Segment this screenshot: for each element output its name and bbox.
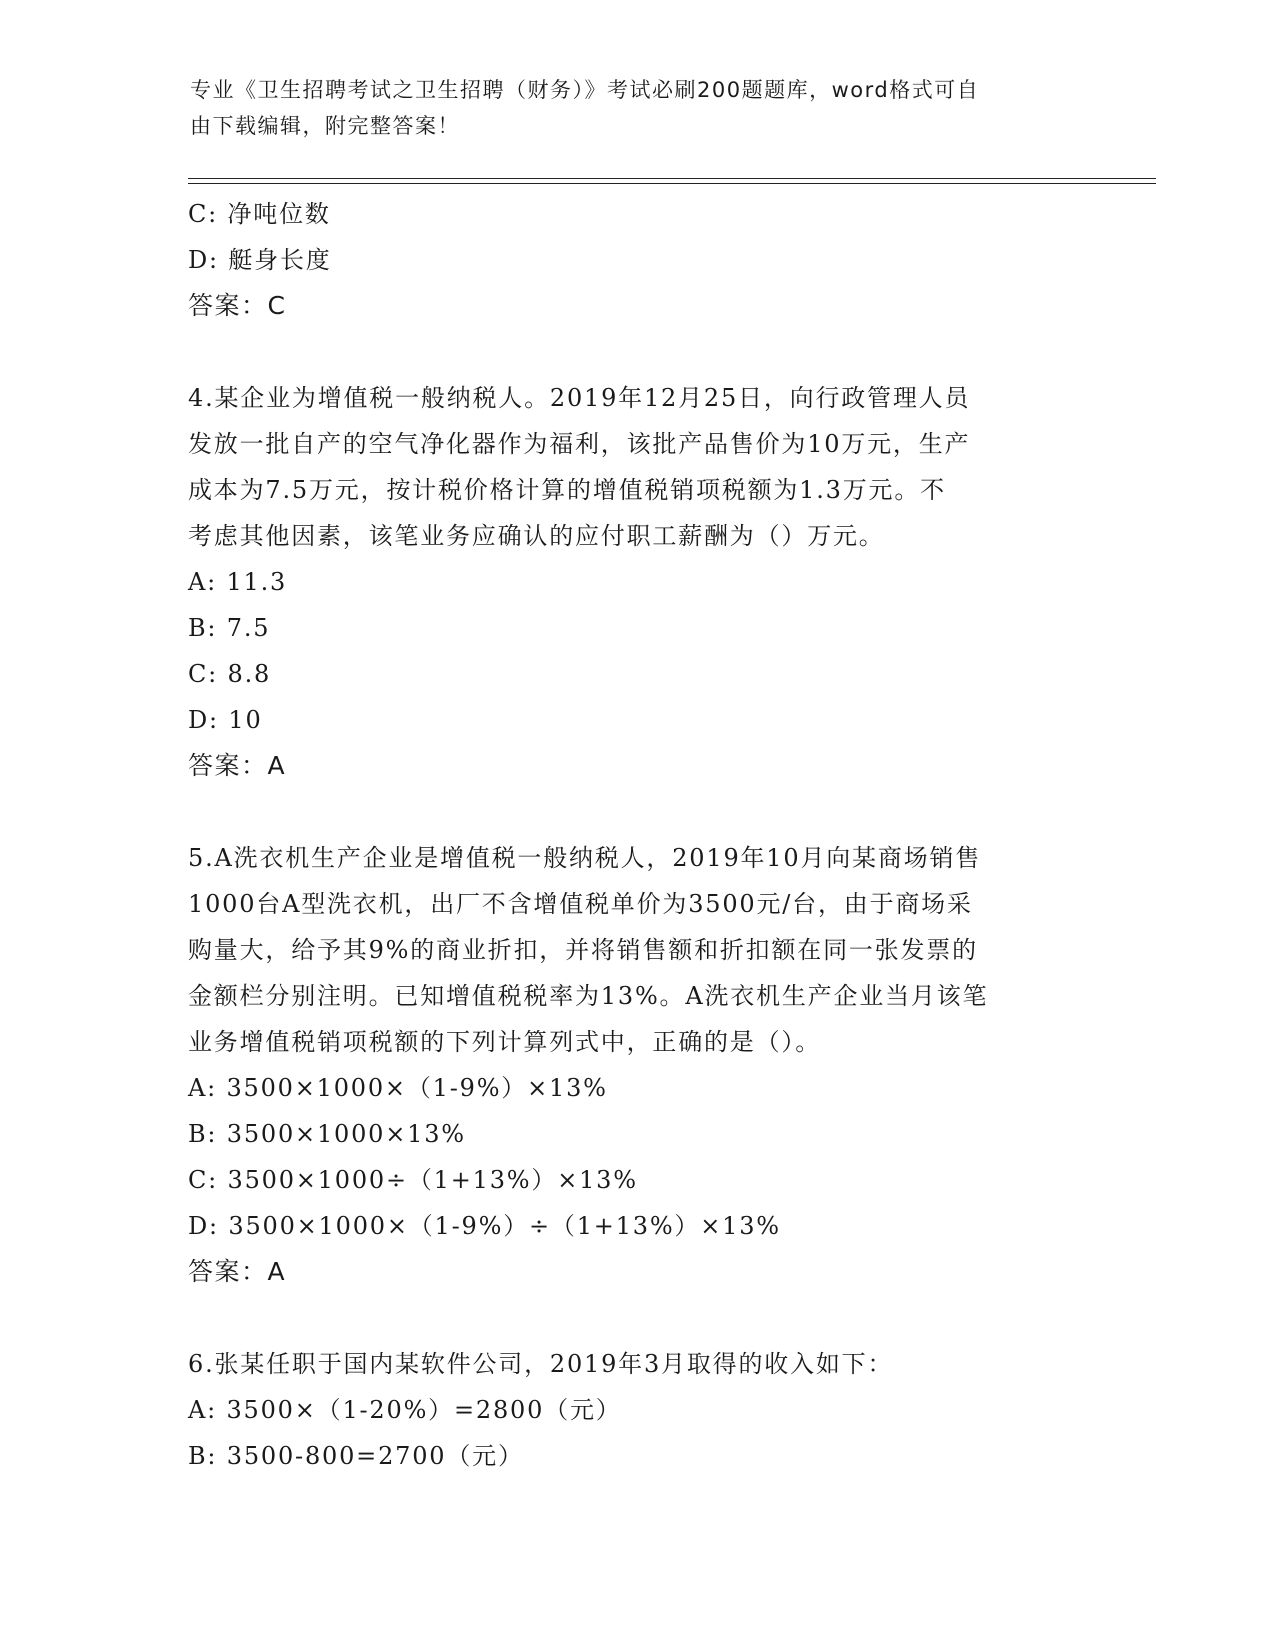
question-text-line: 金额栏分别注明。已知增值税税率为13%。A洗衣机生产企业当月该笔 <box>188 982 989 1010</box>
spacer <box>188 789 1088 835</box>
option-c <box>188 191 1088 237</box>
question-text-line: 4.某企业为增值税一般纳税人。2019年12月25日，向行政管理人员 <box>188 384 971 412</box>
answer: 答案：A <box>188 751 287 780</box>
header-line-1: 专业《卫生招聘考试之卫生招聘（财务）》考试必刷200题题库，word格式可自 <box>190 78 980 102</box>
question-text-line: 1000台A型洗衣机，出厂不含增值税单价为3500元/台，由于商场采 <box>188 890 973 918</box>
option-d <box>188 697 1088 743</box>
option-text: 3500-800=2700（元） <box>226 1442 524 1470</box>
option-d <box>188 237 1088 283</box>
option-text: 7.5 <box>226 614 271 642</box>
question-text-line: 考虑其他因素，该笔业务应确认的应付职工薪酬为（）万元。 <box>188 522 885 550</box>
answer: 答案：C <box>188 291 287 320</box>
option-label: B: <box>188 1442 218 1470</box>
option-b <box>188 1111 1088 1157</box>
option-label: B: <box>188 1120 218 1148</box>
option-label: C: <box>188 200 219 228</box>
option-text: 净吨位数 <box>227 200 331 228</box>
question-list <box>188 191 1088 1479</box>
answer: 答案：A <box>188 1257 287 1286</box>
option-label: A: <box>188 1396 218 1424</box>
question-text-line: 6.张某任职于国内某软件公司，2019年3月取得的收入如下： <box>188 1350 894 1378</box>
question-3 <box>188 191 1088 329</box>
option-label: A: <box>188 568 218 596</box>
option-text: 11.3 <box>226 568 288 596</box>
option-b <box>188 605 1088 651</box>
option-a <box>188 559 1088 605</box>
option-text: 3500×1000÷（1+13%）×13% <box>227 1166 638 1194</box>
option-label: D: <box>188 246 219 274</box>
option-text: 8.8 <box>227 660 272 688</box>
question-5 <box>188 835 1088 1295</box>
spacer <box>188 1295 1088 1341</box>
question-text-line: 5.A洗衣机生产企业是增值税一般纳税人，2019年10月向某商场销售 <box>188 844 982 872</box>
spacer <box>188 329 1088 375</box>
question-text-line: 发放一批自产的空气净化器作为福利，该批产品售价为10万元，生产 <box>188 430 971 458</box>
option-label: D: <box>188 706 219 734</box>
option-label: B: <box>188 614 218 642</box>
option-text: 3500×1000×（1-9%）×13% <box>226 1074 608 1102</box>
page-header <box>190 72 1090 144</box>
option-c <box>188 1157 1088 1203</box>
option-text: 3500×1000×（1-9%）÷（1+13%）×13% <box>228 1212 781 1240</box>
option-label: A: <box>188 1074 218 1102</box>
question-6 <box>188 1341 1088 1479</box>
question-text-line: 业务增值税销项税额的下列计算列式中，正确的是（）。 <box>188 1028 821 1056</box>
header-divider-bottom <box>188 183 1156 184</box>
option-b <box>188 1433 1088 1479</box>
option-d <box>188 1203 1088 1249</box>
option-a <box>188 1387 1088 1433</box>
option-label: C: <box>188 660 219 688</box>
option-label: D: <box>188 1212 219 1240</box>
option-text: 10 <box>228 706 263 734</box>
option-c <box>188 651 1088 697</box>
question-4 <box>188 375 1088 789</box>
header-divider-top <box>188 178 1156 179</box>
header-line-2: 由下载编辑，附完整答案！ <box>190 114 460 138</box>
option-text: 艇身长度 <box>228 246 332 274</box>
question-text-line: 成本为7.5万元，按计税价格计算的增值税销项税额为1.3万元。不 <box>188 476 946 504</box>
question-text-line: 购量大，给予其9%的商业折扣，并将销售额和折扣额在同一张发票的 <box>188 936 978 964</box>
option-text: 3500×1000×13% <box>226 1120 466 1148</box>
option-text: 3500×（1-20%）=2800（元） <box>226 1396 622 1424</box>
option-a <box>188 1065 1088 1111</box>
option-label: C: <box>188 1166 219 1194</box>
